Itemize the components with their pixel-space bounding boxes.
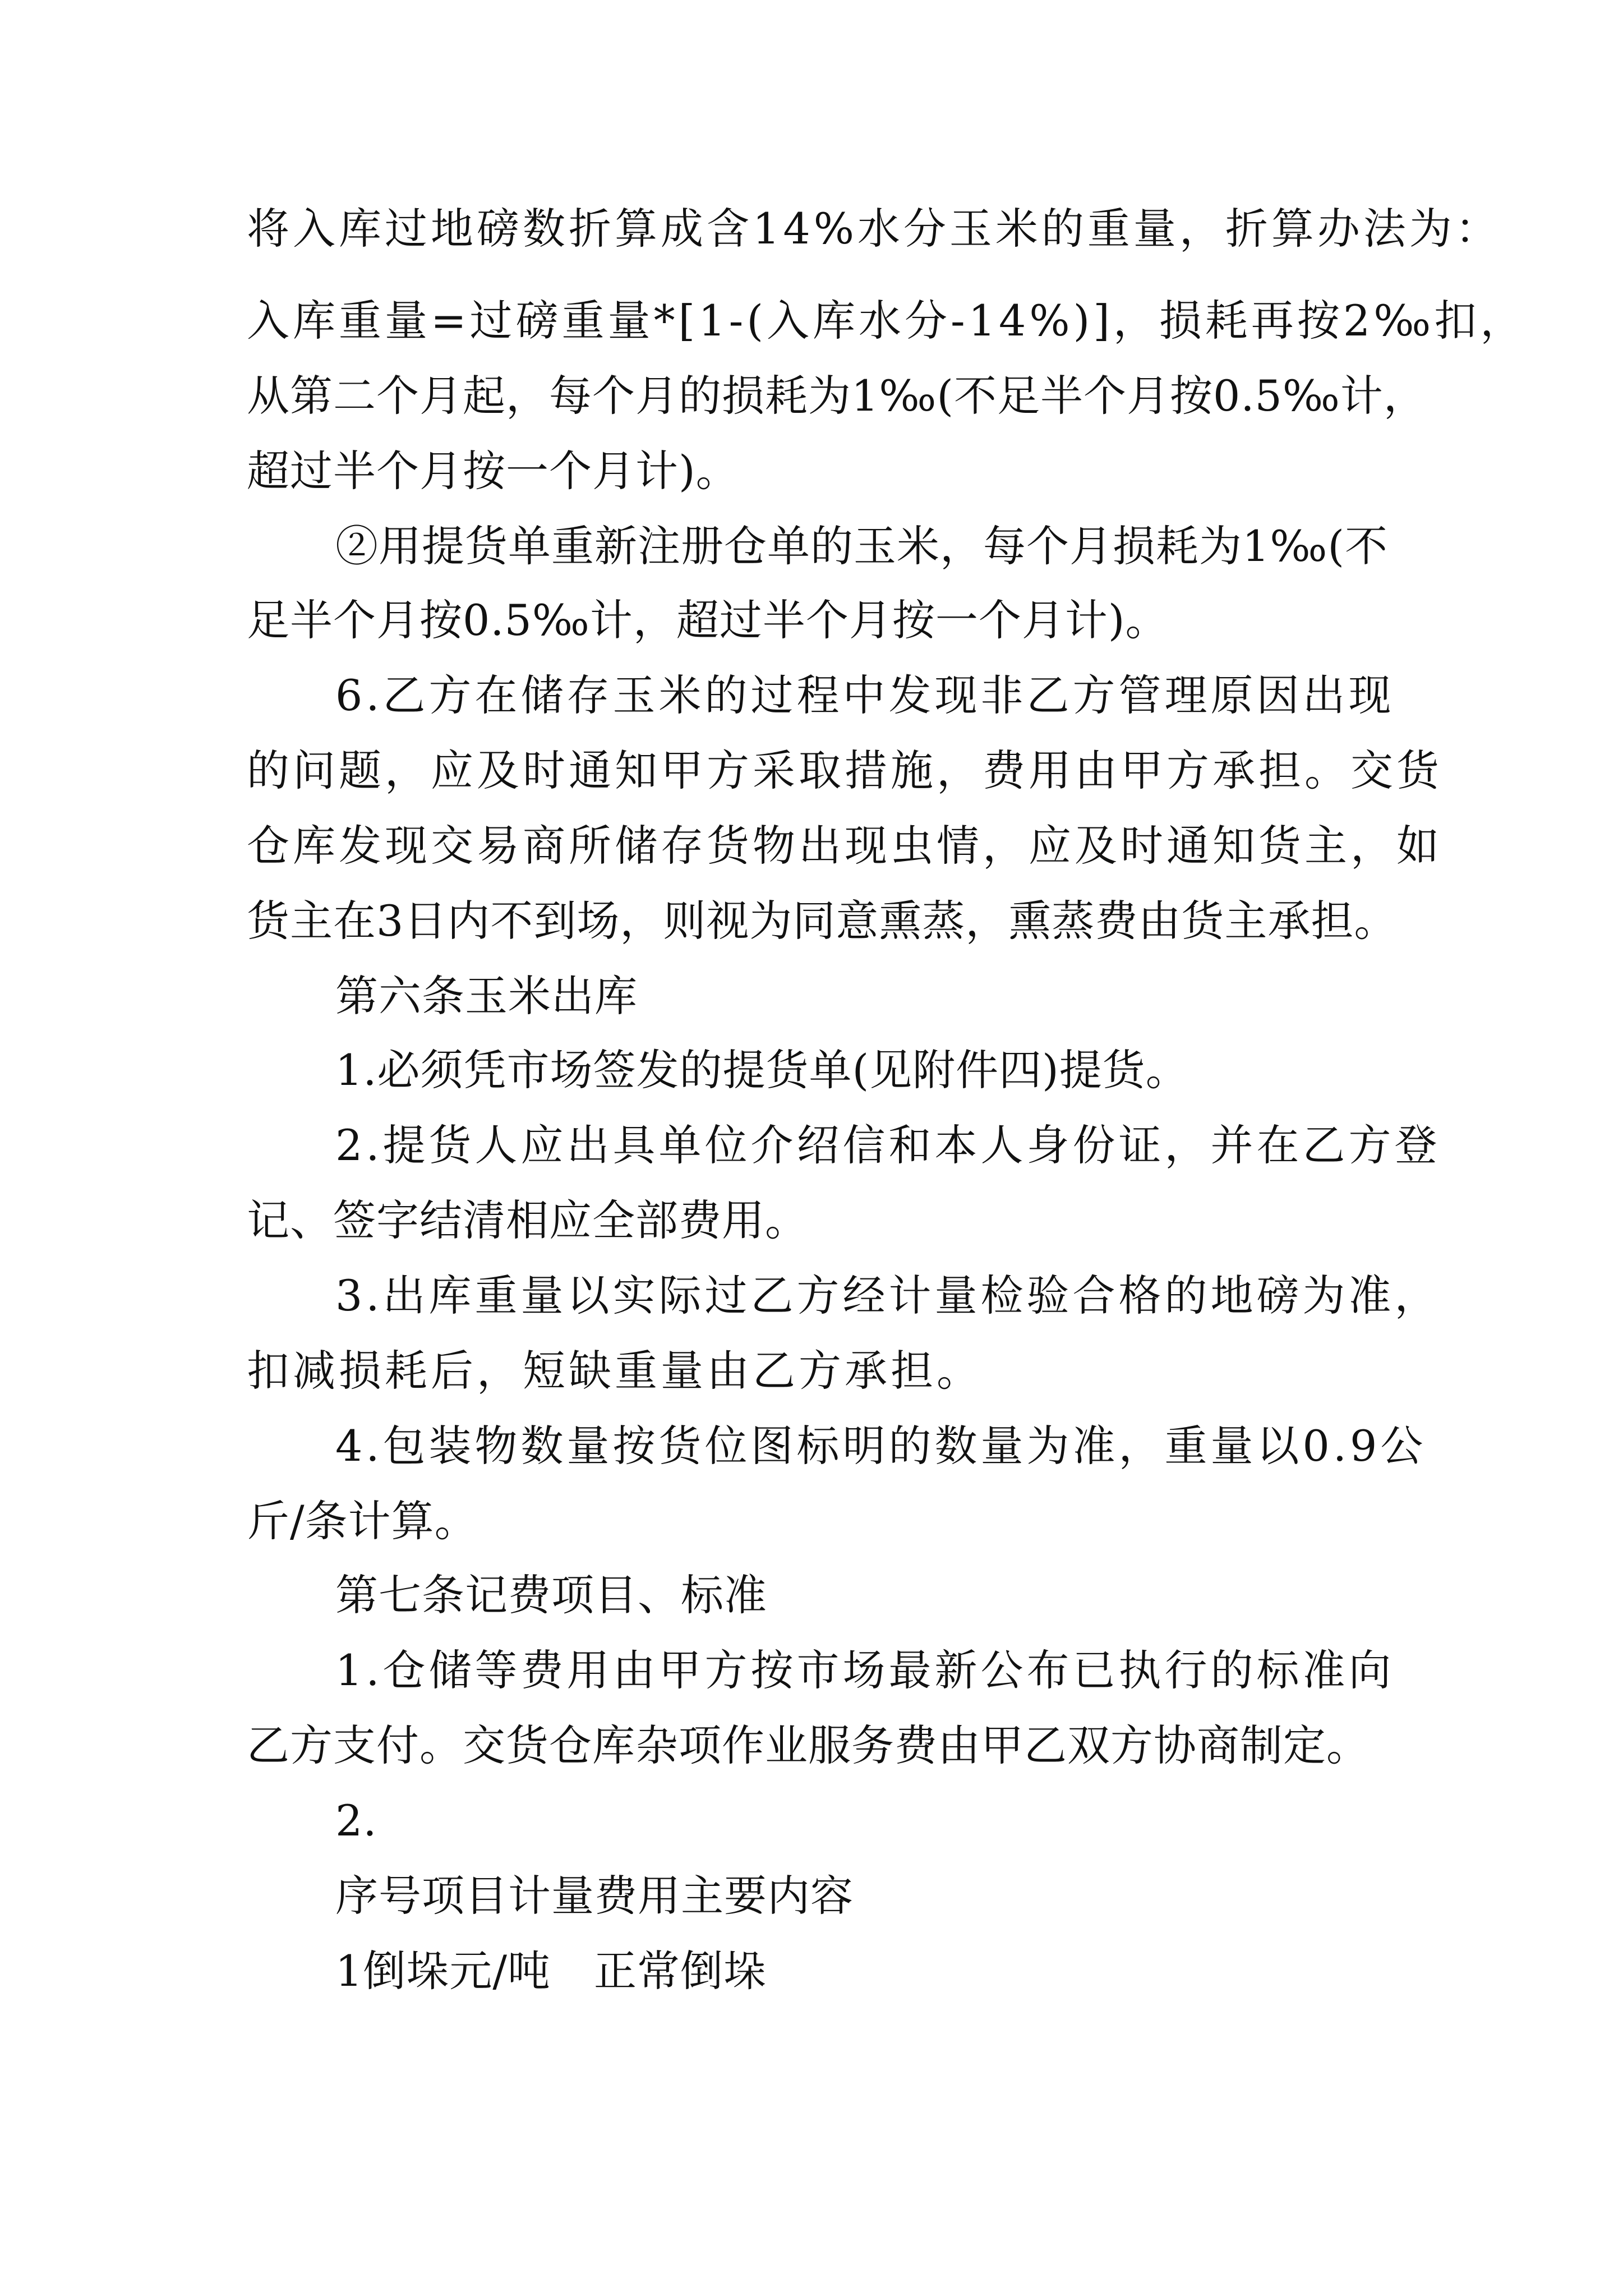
paragraph-line: 斤/条计算。: [247, 1496, 478, 1546]
table-row-text: 1倒垛元/吨 正常倒垛: [335, 1946, 767, 1996]
paragraph-line: 足半个月按0.5‰计，超过半个月按一个月计)。: [247, 595, 1169, 645]
paragraph-line: 入库重量=过磅重量*[1-(入库水分-14%)]，损耗再按2‰扣，: [247, 296, 1527, 346]
paragraph-line: 1.必须凭市场签发的提货单(见附件四)提货。: [335, 1045, 1189, 1095]
paragraph-line: 3.出库重量以实际过乙方经计量检验合格的地磅为准，: [335, 1271, 1441, 1320]
paragraph-line: 4.包装物数量按货位图标明的数量为准，重量以0.9公: [335, 1421, 1427, 1471]
paragraph-line: 2.提货人应出具单位介绍信和本人身份证，并在乙方登: [335, 1120, 1441, 1170]
paragraph-line: 记、签字结清相应全部费用。: [247, 1195, 808, 1245]
paragraph-line: 将入库过地磅数折算成含14%水分玉米的重量，折算办法为：: [247, 204, 1501, 254]
section-heading: 第七条记费项目、标准: [335, 1570, 767, 1620]
paragraph-line: 1.仓储等费用由甲方按市场最新公布已执行的标准向: [335, 1645, 1395, 1695]
paragraph-line: 仓库发现交易商所储存货物出现虫情，应及时通知货主，如: [247, 821, 1442, 871]
paragraph-line: 扣减损耗后，短缺重量由乙方承担。: [247, 1346, 983, 1396]
paragraph-line: 6.乙方在储存玉米的过程中发现非乙方管理原因出现: [335, 670, 1395, 720]
paragraph-line: 的问题，应及时通知甲方采取措施，费用由甲方承担。交货: [247, 746, 1442, 795]
paragraph-line: 乙方支付。交货仓库杂项作业服务费由甲乙双方协商制定。: [247, 1720, 1370, 1770]
paragraph-line: ②用提货单重新注册仓单的玉米，每个月损耗为1‰(不: [335, 521, 1388, 571]
paragraph-line: 货主在3日内不到场，则视为同意熏蒸，熏蒸费由货主承担。: [247, 896, 1398, 946]
paragraph-line: 2.: [335, 1796, 377, 1846]
paragraph-line: 从第二个月起，每个月的损耗为1‰(不足半个月按0.5‰计，: [247, 371, 1427, 421]
section-heading: 第六条玉米出库: [335, 971, 638, 1021]
paragraph-line: 超过半个月按一个月计)。: [247, 446, 739, 496]
table-header-text: 序号项目计量费用主要内容: [335, 1871, 854, 1921]
